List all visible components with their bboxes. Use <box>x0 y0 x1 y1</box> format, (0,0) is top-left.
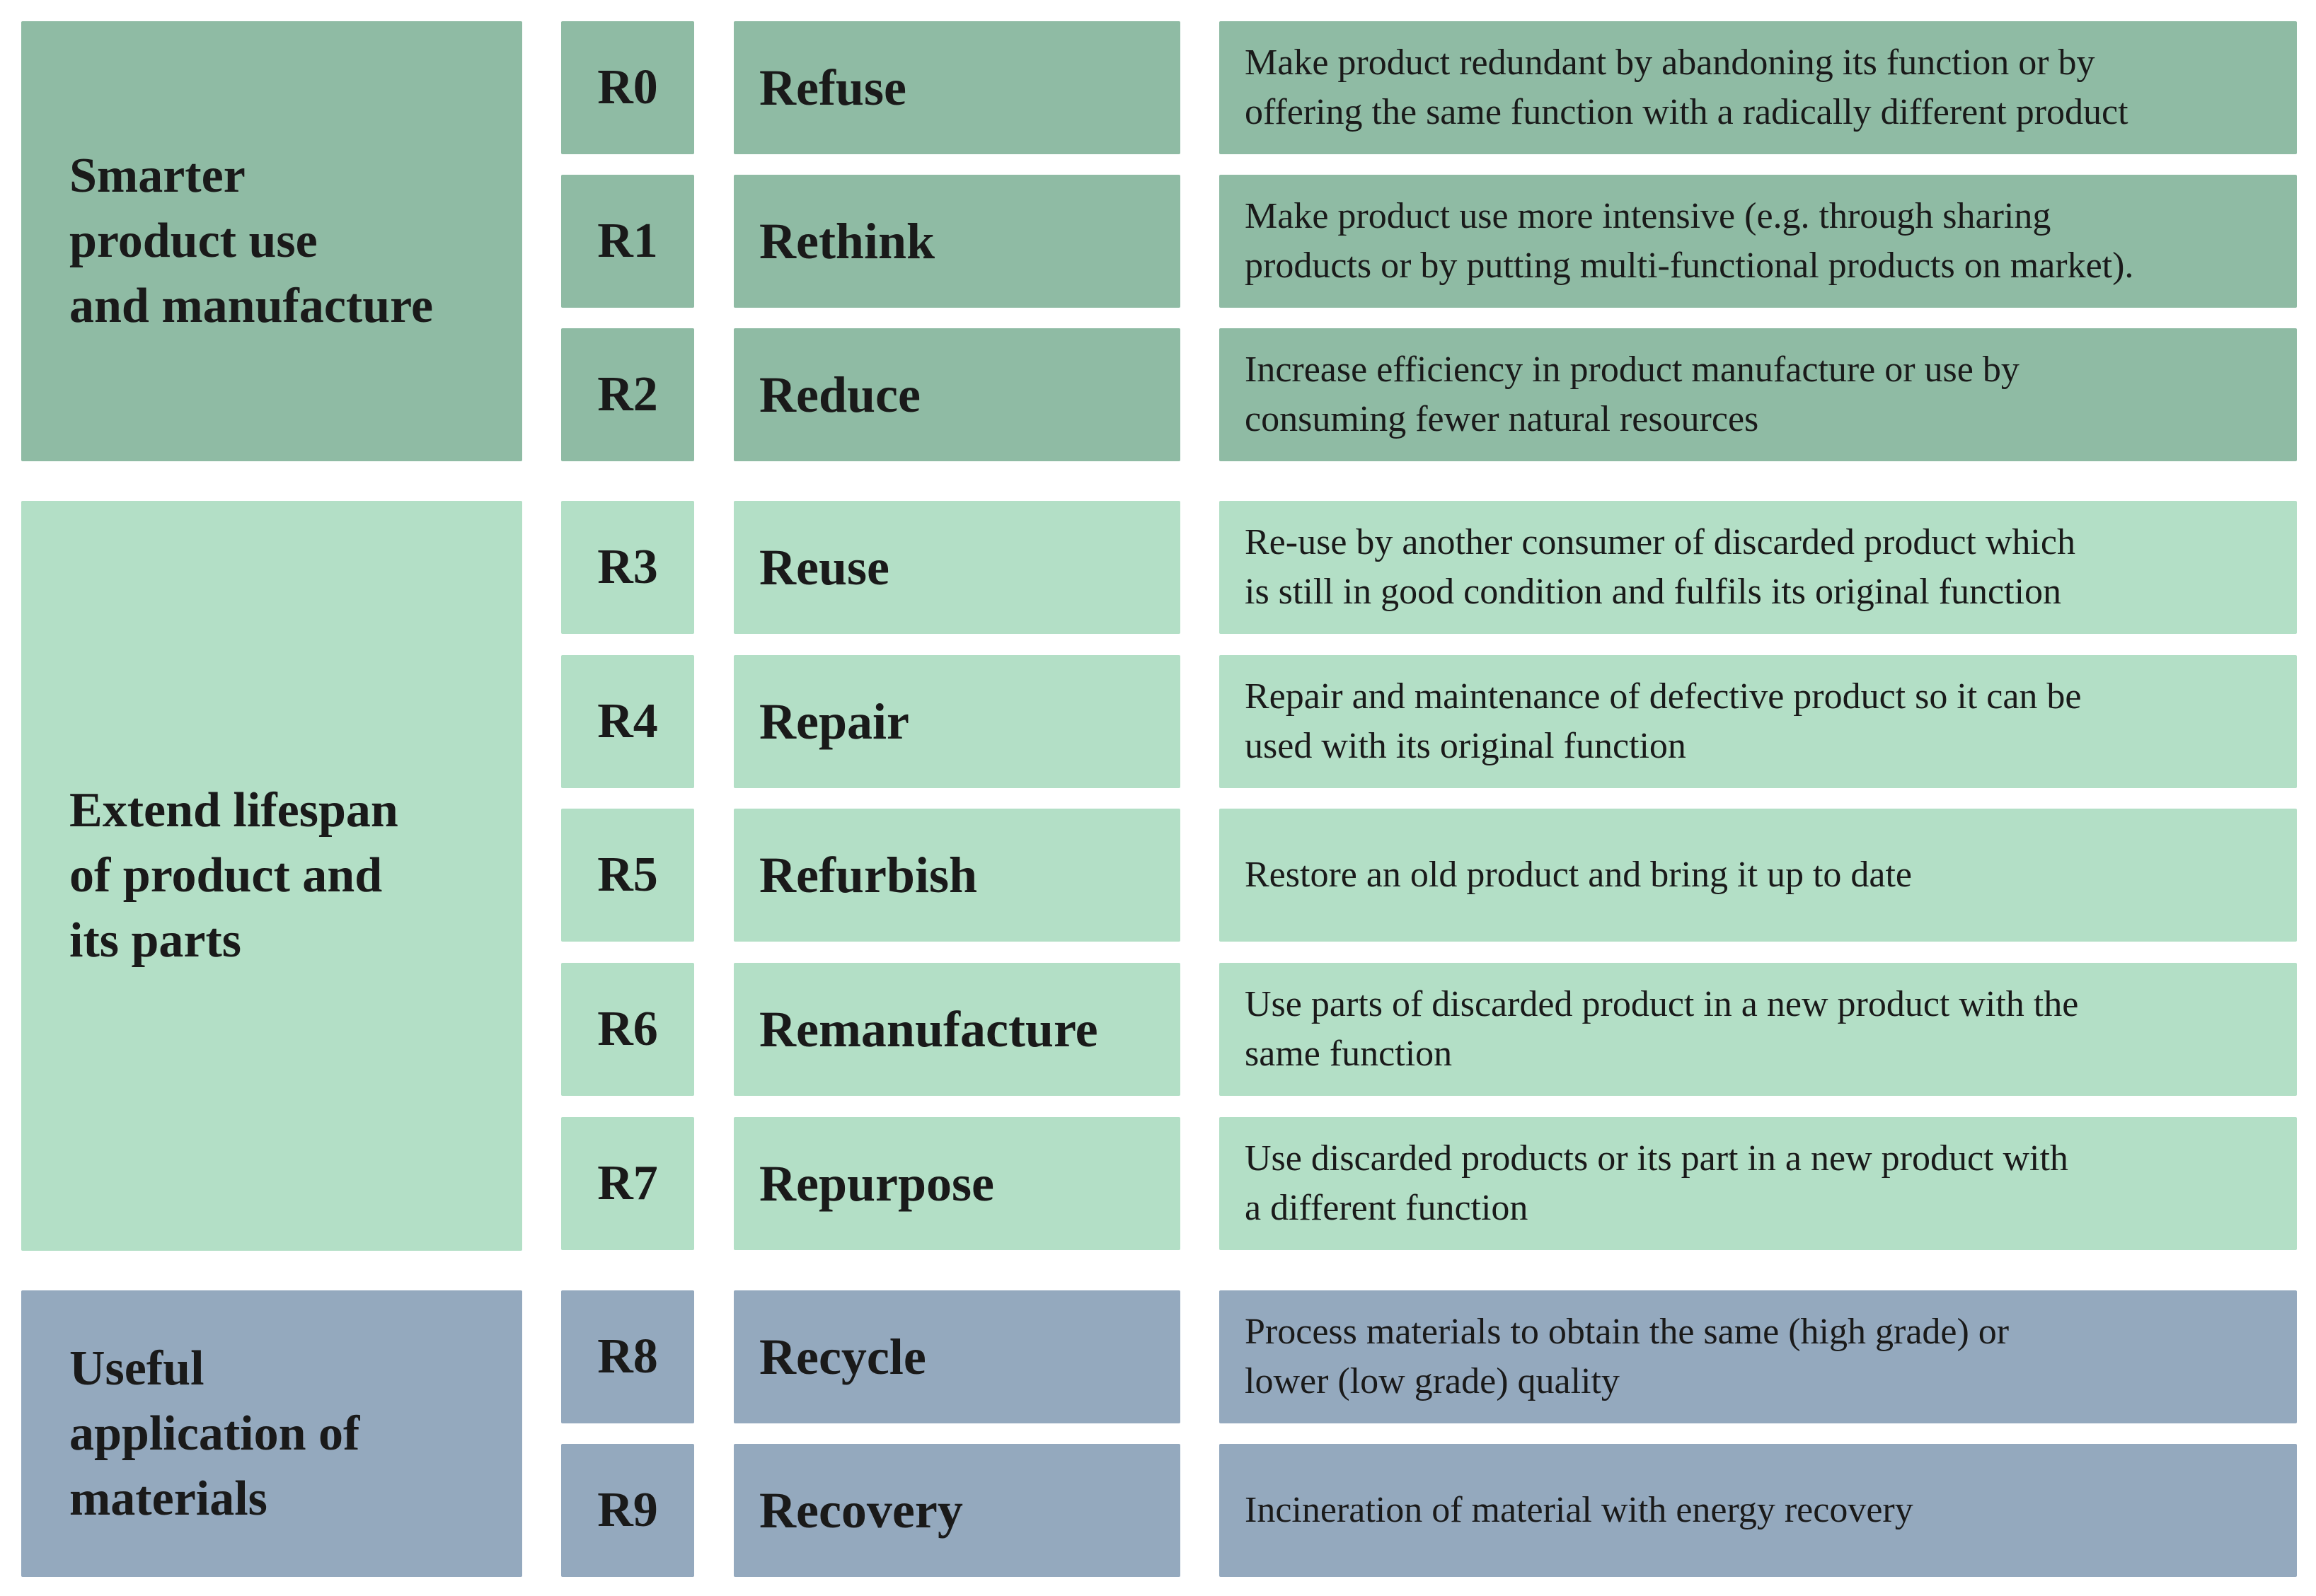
strategy-code-text: R8 <box>597 1329 658 1384</box>
strategy-name <box>734 21 1180 154</box>
strategy-description <box>1219 328 2297 461</box>
strategy-code <box>561 501 694 634</box>
strategy-code <box>561 1444 694 1577</box>
strategy-description <box>1219 655 2297 788</box>
strategy-code <box>561 963 694 1096</box>
strategy-description <box>1219 809 2297 942</box>
strategy-code-text: R0 <box>597 60 658 115</box>
strategy-code <box>561 809 694 942</box>
strategy-name-text: Refurbish <box>759 846 978 903</box>
strategy-description-text: Re-use by another consumer of discarded product which is still in good condition and fulfils its original function <box>1245 522 2075 612</box>
strategy-code <box>561 1290 694 1423</box>
strategy-code-text: R7 <box>597 1156 658 1210</box>
group-useful-application <box>21 1290 522 1577</box>
strategy-description-text: Restore an old product and bring it up to date <box>1245 855 1913 895</box>
strategy-name <box>734 175 1180 308</box>
strategy-name <box>734 963 1180 1096</box>
strategy-name-text: Reduce <box>759 366 921 423</box>
strategy-description <box>1219 175 2297 308</box>
strategy-code <box>561 175 694 308</box>
strategy-name <box>734 328 1180 461</box>
strategy-description <box>1219 1290 2297 1423</box>
strategy-description-text: Make product use more intensive (e.g. through sharing products or by putting multi-functional products on market). <box>1245 196 2134 286</box>
strategy-description <box>1219 1117 2297 1250</box>
strategy-description <box>1219 21 2297 154</box>
strategy-description-text: Repair and maintenance of defective product so it can be used with its original function <box>1245 676 2082 766</box>
group-extend-lifespan <box>21 501 522 1251</box>
strategy-name-text: Reuse <box>759 538 889 596</box>
strategy-description-text: Make product redundant by abandoning its function or by offering the same function with a radically different product <box>1245 42 2128 132</box>
strategy-code-text: R1 <box>597 214 658 268</box>
strategy-description-text: Use discarded products or its part in a new product with a different function <box>1245 1138 2068 1228</box>
strategy-name <box>734 809 1180 942</box>
strategy-description-text: Increase efficiency in product manufacture or use by consuming fewer natural resources <box>1245 349 2020 439</box>
strategy-code <box>561 21 694 154</box>
group-title: Useful application of materials <box>69 1341 360 1526</box>
strategy-code-text: R9 <box>597 1483 658 1537</box>
strategy-name <box>734 1444 1180 1577</box>
strategy-name-text: Refuse <box>759 59 906 116</box>
strategy-name <box>734 655 1180 788</box>
strategy-name <box>734 1117 1180 1250</box>
group-smarter-product-use <box>21 21 522 461</box>
strategy-code-text: R6 <box>597 1002 658 1056</box>
strategy-code-text: R2 <box>597 367 658 422</box>
strategy-name-text: Recycle <box>759 1328 926 1385</box>
strategy-description <box>1219 963 2297 1096</box>
strategy-code-text: R5 <box>597 848 658 902</box>
strategy-description-text: Incineration of material with energy recovery <box>1245 1490 1913 1530</box>
strategy-code <box>561 1117 694 1250</box>
strategy-code-text: R4 <box>597 694 658 748</box>
strategy-name-text: Repair <box>759 693 909 750</box>
strategy-name <box>734 501 1180 634</box>
strategy-name <box>734 1290 1180 1423</box>
strategy-code <box>561 328 694 461</box>
group-title: Smarter product use and manufacture <box>69 149 434 333</box>
strategy-description-text: Use parts of discarded product in a new product with the same function <box>1245 984 2079 1074</box>
strategy-name-text: Rethink <box>759 212 935 270</box>
strategy-description <box>1219 1444 2297 1577</box>
strategy-description <box>1219 501 2297 634</box>
strategy-code <box>561 655 694 788</box>
strategy-description-text: Process materials to obtain the same (high grade) or lower (low grade) quality <box>1245 1312 2010 1401</box>
strategy-code-text: R3 <box>597 540 658 594</box>
strategy-name-text: Repurpose <box>759 1155 995 1212</box>
strategy-name-text: Remanufacture <box>759 1000 1098 1058</box>
group-title: Extend lifespan of product and its parts <box>69 783 398 968</box>
strategy-name-text: Recovery <box>759 1481 963 1539</box>
